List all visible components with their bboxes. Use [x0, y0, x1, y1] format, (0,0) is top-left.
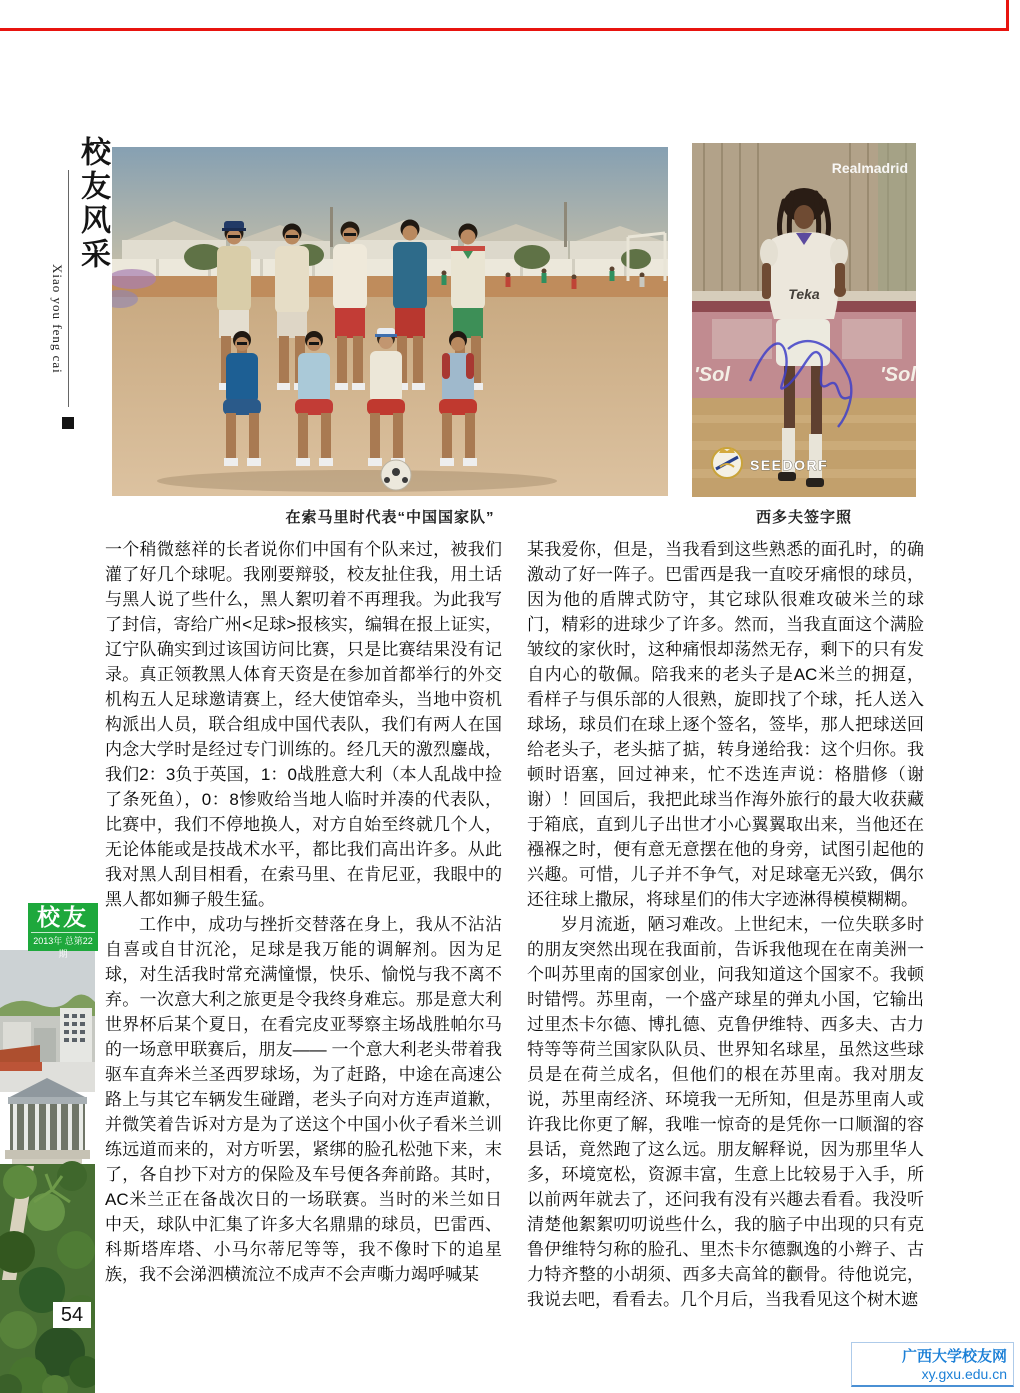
section-title-rule: [68, 170, 69, 407]
top-red-rule-corner: [1006, 0, 1009, 31]
seedorf-label: SEEDORF: [750, 457, 829, 473]
ad-text-right: 'Sol: [880, 364, 916, 386]
paragraph: 岁月流逝，陋习难改。上世纪末，一位失联多时的朋友突然出现在我面前，告诉我他现在在南美洲一个叫苏里南的国家创业，问我知道这个国家不。我顿时错愕。苏里南，一个盛产球星的弹丸小国，它输出过里杰卡尔德、博扎德、克鲁伊维特、西多夫、古力特等等荷兰国家队队员、世界知名球星，虽然这些球员是在荷兰成名，但他们的根在苏里南。我对朋友说，苏里南经济、环境我一无所知，但是苏里南人或许我比你更了解，我唯一惊奇的是凭你一口顺溜的容县话，竟然跑了这么远。朋友解释说，因为那里华人多，环境宽松，资源丰富，生意上比较易于入手，所以前两年就去了，还问我有没有兴趣去看看。我没听清楚他絮絮叨叨说些什么，我的脑子中出现的只有克鲁伊维特匀称的脸孔、里杰卡尔德飘逸的小辫子、古力特齐整的小胡须、西多夫高耸的颧骨。待他说完，我说去吧，看看去。几个月后，当我看见这个树木遮: [527, 915, 924, 1309]
section-title-vertical: 校友风采: [75, 136, 110, 272]
paragraph: 某我爱你，但是，当我看到这些熟悉的面孔时，的确激动了好一阵子。巴雷西是我一直咬牙痛恨的球员，因为他的盾牌式防守，其它球队很难攻破米兰的球门，精彩的进球少了许多。然而，当我直面这个满脸皱纹的家伙时，这种痛恨却荡然无存，剩下的只有发自内心的敬佩。陪我来的老头子是AC米兰的拥趸，看样子与俱乐部的人很熟，旋即找了个球，托人送入球场，球员们在球上逐个签名，签毕，那人把球送回给老头子，老头掂了掂，转身递给我：这个归你。我顿时语塞，回过神来，忙不迭连声说：格腊修（谢谢）！回国后，我把此球当作海外旅行的最大收获藏于箱底，直到儿子出世才小心翼翼取出来，当他还在襁褓之时，便有意无意摆在他的身旁，试图引起他的兴趣。可惜，儿子并不争气，对足球毫无兴致，偶尔还往球上撒尿，将球星们的伟大字迹淋得模模糊糊。: [527, 540, 924, 909]
teka-label: Teka: [788, 286, 820, 302]
badge-title: 校友: [37, 904, 89, 931]
football: [381, 460, 411, 490]
paragraph: 工作中，成功与挫折交替落在身上，我从不沾沾自喜或自甘沉沦，足球是我万能的调解剂。因为足球，对生活我时常充满憧憬，快乐、愉悦与我不离不弃。一次意大利之旅更是令我终身难忘。那是意大利世界杯后某个夏日，在看完皮亚琴察主场战胜帕尔马的一场意甲联赛后，朋友—— 一个意大利老头带着我驱车直奔米兰圣西罗球场，为了赶路，中途在高速公路上与其它车辆发生碰蹭，老头子向对方连声道歉，并微笑着告诉对方是为了送这个中国小伙子看米兰训练远道而来的，对方听罢，紧绑的脸孔松弛下来，末了，各自抄下对方的保险及车号便各奔前路。其时，AC米兰正在备战次日的一场联赛。当时的米兰如日中天，球队中汇集了许多大名鼎鼎的球员，巴雷西、科斯塔库塔、小马尔蒂尼等等，我不像时下的追星族，我不会涕泗横流泣不成声不会声嘶力竭呼喊某: [105, 915, 502, 1284]
footer-site-box: [851, 1342, 1014, 1387]
footer-site-name: 广西大学校友网: [901, 1348, 1007, 1365]
badge-issue: 2013年 总第22期: [31, 932, 95, 961]
seedorf-photo: [692, 143, 916, 497]
article-column-left: [105, 537, 502, 1287]
seedorf-photo-illustration: [692, 143, 916, 497]
realmadrid-label: Realmadrid: [831, 160, 908, 176]
ad-text-left: 'Sol: [694, 364, 730, 386]
paragraph: 一个稍微慈祥的长者说你们中国有个队来过，被我们灌了好几个球呢。我刚要辩驳，校友扯住我，用土话与黑人说了些什么，黑人絮叨着不再理我。为此我写了封信，寄给广州<足球>报核实，编辑在报上证实，辽宁队确实到过该国访问比赛，只是比赛结果没有记录。真正领教黑人体育天资是在参加首都举行的外交机构五人足球邀请赛上，经大使馆牵头，当地中资机构派出人员，联合组成中国代表队，我们有两人在国内念大学时是经过专门训练的。经几天的激烈鏖战，我们2：3负于英国，1：0战胜意大利（本人乱战中捡了条死鱼），0：8惨败给当地人临时并凑的代表队，比赛中，我们不停地换人，对方自始至终就几个人，无论体能或是技战术水平，都比我们高出许多。从此我对黑人刮目相看，在索马里、在肯尼亚，我眼中的黑人都如狮子般生猛。: [105, 540, 502, 909]
footer-site-url: xy.gxu.edu.cn: [921, 1366, 1007, 1382]
section-title-pinyin: Xiao you feng cai: [50, 264, 65, 374]
real-madrid-crest-icon: [712, 448, 742, 478]
article-column-right: [527, 537, 924, 1312]
section-marker-square: [62, 417, 74, 429]
caption-seedorf-photo: 西多夫签字照: [755, 509, 852, 526]
team-photo: [112, 147, 668, 496]
top-red-rule: [0, 28, 1009, 31]
caption-team-photo: 在索马里时代表“中国国家队”: [285, 509, 495, 526]
page-number: 54: [53, 1302, 91, 1328]
alumni-badge: [28, 903, 98, 959]
team-photo-illustration: [112, 147, 668, 496]
